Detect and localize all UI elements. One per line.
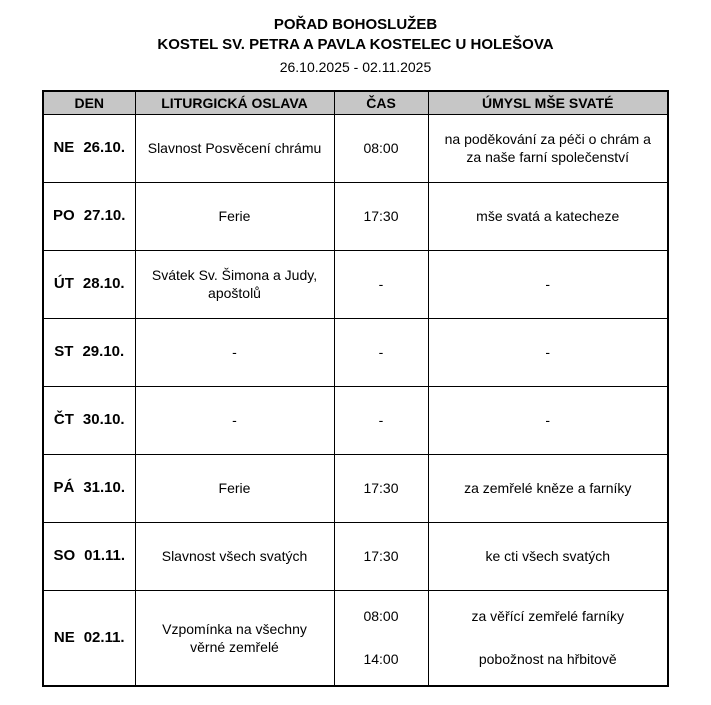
time-cell (334, 250, 428, 318)
page-title: POŘAD BOHOSLUŽEB (273, 16, 438, 33)
day-date: 02.11. (83, 628, 125, 646)
service-time: - (378, 344, 384, 360)
table-row (43, 318, 668, 386)
day-date: 01.11. (84, 547, 126, 564)
time-cell (334, 318, 428, 386)
service-time: 08:00 (363, 608, 399, 625)
intention-cell (428, 386, 668, 454)
intention-cell (428, 522, 668, 590)
day-date: 29.10. (82, 343, 125, 360)
celebration-cell: - (135, 318, 334, 386)
celebration-cell: Vzpomínka na všechny věrné zemřelé (135, 590, 334, 686)
day-date: 26.10. (83, 139, 126, 156)
day-abbrev: NE (53, 139, 75, 156)
service-time: 17:30 (363, 480, 399, 496)
table-row (43, 454, 668, 522)
day-cell (43, 454, 135, 522)
table-row (43, 182, 668, 250)
date-range: 26.10.2025 - 02.11.2025 (279, 59, 432, 75)
service-time: 14:00 (363, 651, 399, 668)
celebration-cell: Svátek Sv. Šimona a Judy, apoštolů (135, 250, 334, 318)
day-cell (43, 318, 135, 386)
day-abbrev: ČT (53, 411, 74, 428)
service-time: - (378, 412, 384, 428)
column-header-den: DEN (43, 91, 135, 114)
service-intention: za zemřelé kněze a farníky (464, 480, 632, 496)
celebration-cell: Slavnost Posvěcení chrámu (135, 114, 334, 182)
day-date: 28.10. (82, 275, 125, 292)
day-cell (43, 250, 135, 318)
celebration-cell: Ferie (135, 454, 334, 522)
time-cell (334, 454, 428, 522)
intention-cell (428, 114, 668, 182)
day-date: 31.10. (83, 479, 126, 496)
header-row (43, 91, 668, 114)
day-abbrev: SO (53, 547, 76, 564)
day-cell (43, 590, 135, 686)
service-time: 17:30 (363, 208, 399, 224)
day-date: 27.10. (83, 207, 126, 224)
service-time: 08:00 (363, 140, 399, 156)
day-abbrev: ÚT (53, 275, 74, 292)
intention-cell (428, 318, 668, 386)
service-intention: - (545, 276, 551, 292)
service-intention: pobožnost na hřbitově (478, 651, 617, 668)
service-intention: za věřící zemřelé farníky (471, 608, 624, 625)
time-cell (334, 522, 428, 590)
intention-cell (428, 250, 668, 318)
table-row (43, 590, 668, 686)
day-cell (43, 522, 135, 590)
table-row (43, 386, 668, 454)
column-header-cas: ČAS (334, 91, 428, 114)
day-abbrev: ST (54, 343, 74, 360)
service-intention: na poděkování za péči o chrám a za naše farní společenství (444, 131, 651, 165)
intention-cell (428, 454, 668, 522)
celebration-cell: Ferie (135, 182, 334, 250)
intention-cell (428, 182, 668, 250)
column-header-umysl: ÚMYSL MŠE SVATÉ (428, 91, 668, 114)
time-cell (334, 590, 428, 686)
time-cell (334, 114, 428, 182)
column-header-liturgicka-oslava: LITURGICKÁ OSLAVA (135, 91, 334, 114)
time-cell (334, 182, 428, 250)
day-date: 30.10. (82, 411, 125, 428)
day-abbrev: NE (53, 628, 75, 646)
service-intention: ke cti všech svatých (485, 548, 610, 564)
time-cell (334, 386, 428, 454)
table-row (43, 522, 668, 590)
day-abbrev: PO (53, 207, 75, 224)
service-intention: mše svatá a katecheze (476, 208, 620, 224)
page-header (0, 0, 711, 77)
day-cell (43, 182, 135, 250)
service-time: - (378, 276, 384, 292)
table-row (43, 250, 668, 318)
schedule-header (43, 91, 668, 114)
service-intention: - (545, 344, 551, 360)
schedule-body (43, 114, 668, 686)
service-time: 17:30 (363, 548, 399, 564)
celebration-cell: Slavnost všech svatých (135, 522, 334, 590)
day-cell (43, 386, 135, 454)
day-cell (43, 114, 135, 182)
table-row (43, 114, 668, 182)
service-intention: - (545, 412, 551, 428)
celebration-cell: - (135, 386, 334, 454)
schedule-table (42, 90, 669, 687)
intention-cell (428, 590, 668, 686)
day-abbrev: PÁ (53, 479, 75, 496)
church-subtitle: KOSTEL SV. PETRA A PAVLA KOSTELEC U HOLEŠOVA (157, 36, 554, 53)
